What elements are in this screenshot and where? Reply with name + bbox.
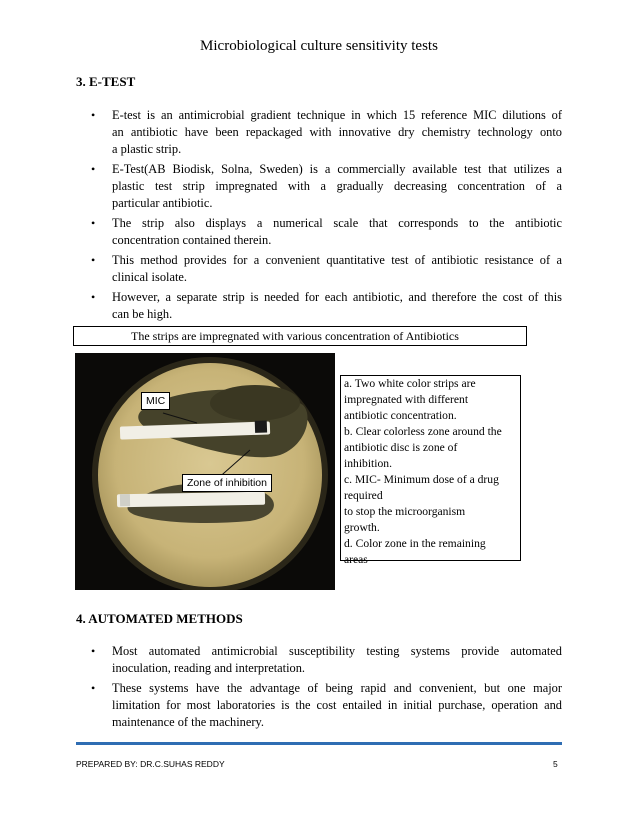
bullet-item <box>76 215 562 249</box>
bullet-line: concentration contained therein. <box>112 233 272 247</box>
legend-line: a. Two white color strips are <box>344 377 476 390</box>
bullet-line: maintenance of the machinery. <box>112 715 264 729</box>
bullet-line: Most automated antimicrobial susceptibility testing systems provide automated <box>112 644 562 658</box>
section-heading-automated: 4. AUTOMATED METHODS <box>76 611 243 626</box>
bullet-line: can be high. <box>112 307 173 321</box>
bullet-line: E-test is an antimicrobial gradient technique in which 15 reference MIC dilutions of <box>112 108 562 122</box>
bullet-line: an antibiotic have been repackaged with innovative dry chemistry technology onto <box>112 125 562 139</box>
mic-label: MIC <box>141 392 170 410</box>
legend-line: growth. <box>344 521 380 534</box>
legend-line: required <box>344 489 383 502</box>
bullet-item <box>76 643 562 677</box>
section-heading-etest: 3. E-TEST <box>76 74 136 89</box>
legend-line: antibiotic concentration. <box>344 409 457 422</box>
bullet-line: This method provides for a convenient quantitative test of antibiotic resistance of a <box>112 253 562 267</box>
bullet-icon: • <box>91 253 96 267</box>
bullet-item <box>76 252 562 286</box>
bullet-item <box>76 680 562 731</box>
bullet-line: a plastic strip. <box>112 142 182 156</box>
bullet-icon: • <box>91 216 96 230</box>
legend-line: b. Clear colorless zone around the <box>344 425 502 438</box>
bullet-icon: • <box>91 162 96 176</box>
figure-legend <box>340 375 521 566</box>
bullet-line: clinical isolate. <box>112 270 188 284</box>
etest-bullet-list <box>76 107 562 326</box>
bullet-line: particular antibiotic. <box>112 196 213 210</box>
bullet-line: These systems have the advantage of being rapid and convenient, but one major <box>112 681 562 695</box>
page-title: Microbiological culture sensitivity tests <box>200 38 438 54</box>
bullet-icon: • <box>91 681 96 695</box>
bullet-icon: • <box>91 644 96 658</box>
zone-of-inhibition-label: Zone of inhibition <box>182 474 272 492</box>
bullet-line: The strip also displays a numerical scale that corresponds to the antibiotic <box>112 216 562 230</box>
legend-line: d. Color zone in the remaining <box>344 537 486 550</box>
bullet-line: E-Test(AB Biodisk, Solna, Sweden) is a commercially available test that utilizes a <box>112 162 562 176</box>
bullet-icon: • <box>91 290 96 304</box>
legend-line: antibiotic disc is zone of <box>344 441 458 454</box>
page-number: 5 <box>553 759 558 769</box>
bullet-line: plastic test strip impregnated with a gradually decreasing concentration of a <box>112 179 562 193</box>
footer-divider <box>76 742 562 745</box>
bullet-line: However, a separate strip is needed for each antibiotic, and therefore the cost of this <box>112 290 562 304</box>
bullet-item <box>76 289 562 323</box>
etest-plate-photo <box>75 353 335 590</box>
bullet-line: limitation for most laboratories is the cost entailed in initial purchase, operation and <box>112 698 562 712</box>
legend-line: inhibition. <box>344 457 392 470</box>
legend-line: to stop the microorganism <box>344 505 466 518</box>
footer-author: PREPARED BY: DR.C.SUHAS REDDY <box>76 759 225 769</box>
bullet-line: inoculation, reading and interpretation. <box>112 661 306 675</box>
legend-line: c. MIC- Minimum dose of a drug <box>344 473 499 486</box>
automated-bullet-list <box>76 643 562 734</box>
bullet-item <box>76 161 562 212</box>
bullet-item <box>76 107 562 158</box>
figure-caption: The strips are impregnated with various concentration of Antibiotics <box>73 326 527 346</box>
legend-line: impregnated with different <box>344 393 469 406</box>
bullet-icon: • <box>91 108 96 122</box>
petri-dish-image <box>75 353 335 590</box>
legend-line: areas <box>344 553 368 566</box>
